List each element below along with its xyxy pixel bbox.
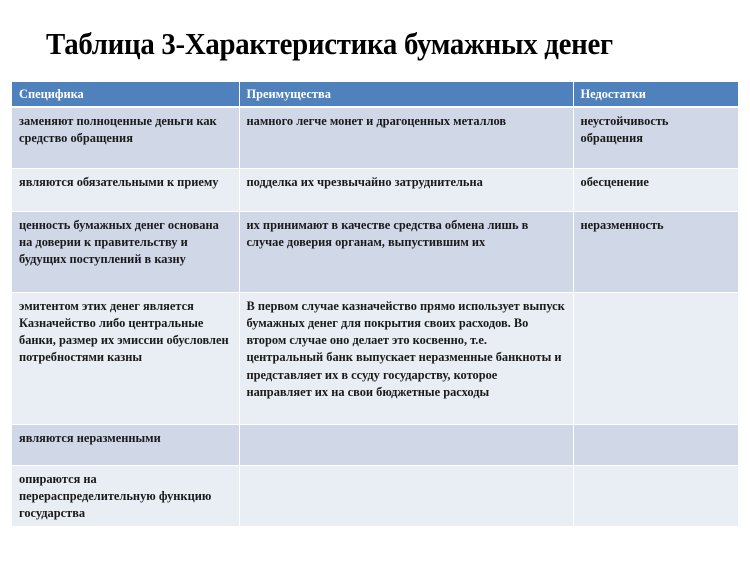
cell-advantages: намного легче монет и драгоценных металлов [239,107,573,168]
table-row [12,107,738,168]
table-row [12,211,738,292]
cell-advantages [239,465,573,526]
cell-disadvantages: обесценение [573,168,738,211]
cell-specifics: являются обязательными к приему [12,168,239,211]
table-header-row [12,82,738,107]
column-header-specifics: Специфика [12,82,239,107]
cell-specifics: заменяют полноценные деньги как средство обращения [12,107,239,168]
cell-specifics: эмитентом этих денег является Казначейство либо центральные банки, размер их эмиссии обусловлен потребностями казны [12,292,239,424]
cell-advantages: их принимают в качестве средства обмена лишь в случае доверия органам, выпустившим их [239,211,573,292]
cell-specifics: опираются на перераспределительную функцию государства [12,465,239,526]
table-row [12,292,738,424]
cell-specifics: ценность бумажных денег основана на доверии к правительству и будущих поступлений в казну [12,211,239,292]
cell-disadvantages [573,292,738,424]
cell-disadvantages [573,424,738,465]
table-row [12,465,738,526]
slide-title: Таблица 3-Характеристика бумажных денег [46,26,613,61]
table-row [12,168,738,211]
paper-money-characteristics-table [12,82,738,527]
cell-specifics: являются неразменными [12,424,239,465]
cell-disadvantages: неразменность [573,211,738,292]
table-row [12,424,738,465]
column-header-disadvantages: Недостатки [573,82,738,107]
cell-disadvantages [573,465,738,526]
cell-advantages [239,424,573,465]
cell-disadvantages: неустойчивость обращения [573,107,738,168]
cell-advantages: подделка их чрезвычайно затруднительна [239,168,573,211]
cell-advantages: В первом случае казначейство прямо использует выпуск бумажных денег для покрытия своих расходов. Во втором случае оно делает это косвенно, т.е. центральный банк выпускает неразменные банкноты и представляет их в ссуду государству, которое направляет их на свои бюджетные расходы [239,292,573,424]
column-header-advantages: Преимущества [239,82,573,107]
